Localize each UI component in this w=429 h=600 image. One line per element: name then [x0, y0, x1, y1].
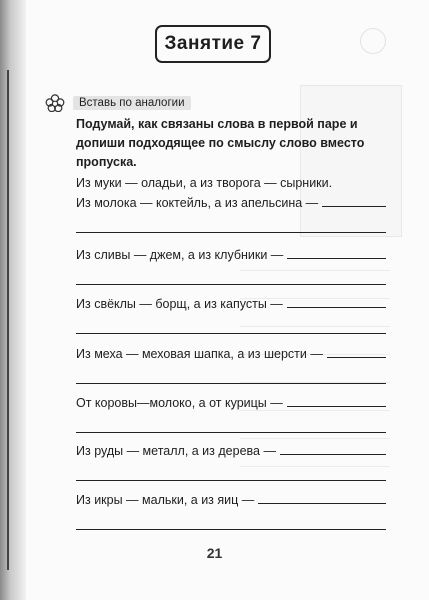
binding-shadow: [0, 0, 26, 600]
lesson-title: Занятие 7: [155, 25, 271, 63]
task-6: [76, 443, 386, 481]
answer-line[interactable]: [258, 492, 386, 504]
answer-line[interactable]: [76, 210, 386, 233]
task-text: Из икры — мальки, а из яиц —: [76, 493, 255, 507]
answer-line[interactable]: [76, 262, 386, 285]
flower-icon: [45, 94, 65, 112]
answer-line[interactable]: [76, 361, 386, 384]
page-number: 21: [206, 545, 223, 561]
task-text: Из молока — коктейль, а из апельсина —: [76, 196, 319, 210]
answer-line[interactable]: [287, 247, 386, 259]
task-text: Из свёклы — борщ, а из капусты —: [76, 297, 283, 311]
task-2: [76, 247, 386, 285]
section-header: [45, 94, 191, 112]
example-sentence: [76, 176, 386, 190]
answer-line[interactable]: [76, 507, 386, 530]
bleed-through-flower: [360, 28, 386, 54]
task-text: От коровы—молоко, а от курицы —: [76, 396, 283, 410]
example-text: Из муки — оладьи, а из творога — сырники.: [76, 176, 333, 190]
task-text: Из сливы — джем, а из клубники —: [76, 248, 284, 262]
answer-line[interactable]: [76, 311, 386, 334]
task-4: [76, 346, 386, 384]
answer-line[interactable]: [327, 346, 386, 358]
answer-line[interactable]: [76, 458, 386, 481]
instruction-text: Подумай, как связаны слова в первой паре и допиши подходящее по смыслу слово вместо пропуска.: [76, 117, 365, 169]
task-text: Из руды — металл, а из дерева —: [76, 444, 276, 458]
answer-line[interactable]: [280, 443, 386, 455]
answer-line[interactable]: [76, 410, 386, 433]
task-1: [76, 195, 386, 233]
task-3: [76, 296, 386, 334]
answer-line[interactable]: [322, 195, 386, 207]
answer-line[interactable]: [287, 395, 386, 407]
answer-line[interactable]: [287, 296, 386, 308]
section-label: Вставь по аналогии: [73, 96, 191, 110]
binding-edge: [7, 70, 9, 570]
task-text: Из меха — меховая шапка, а из шерсти —: [76, 347, 323, 361]
task-7: [76, 492, 386, 530]
task-5: [76, 395, 386, 433]
